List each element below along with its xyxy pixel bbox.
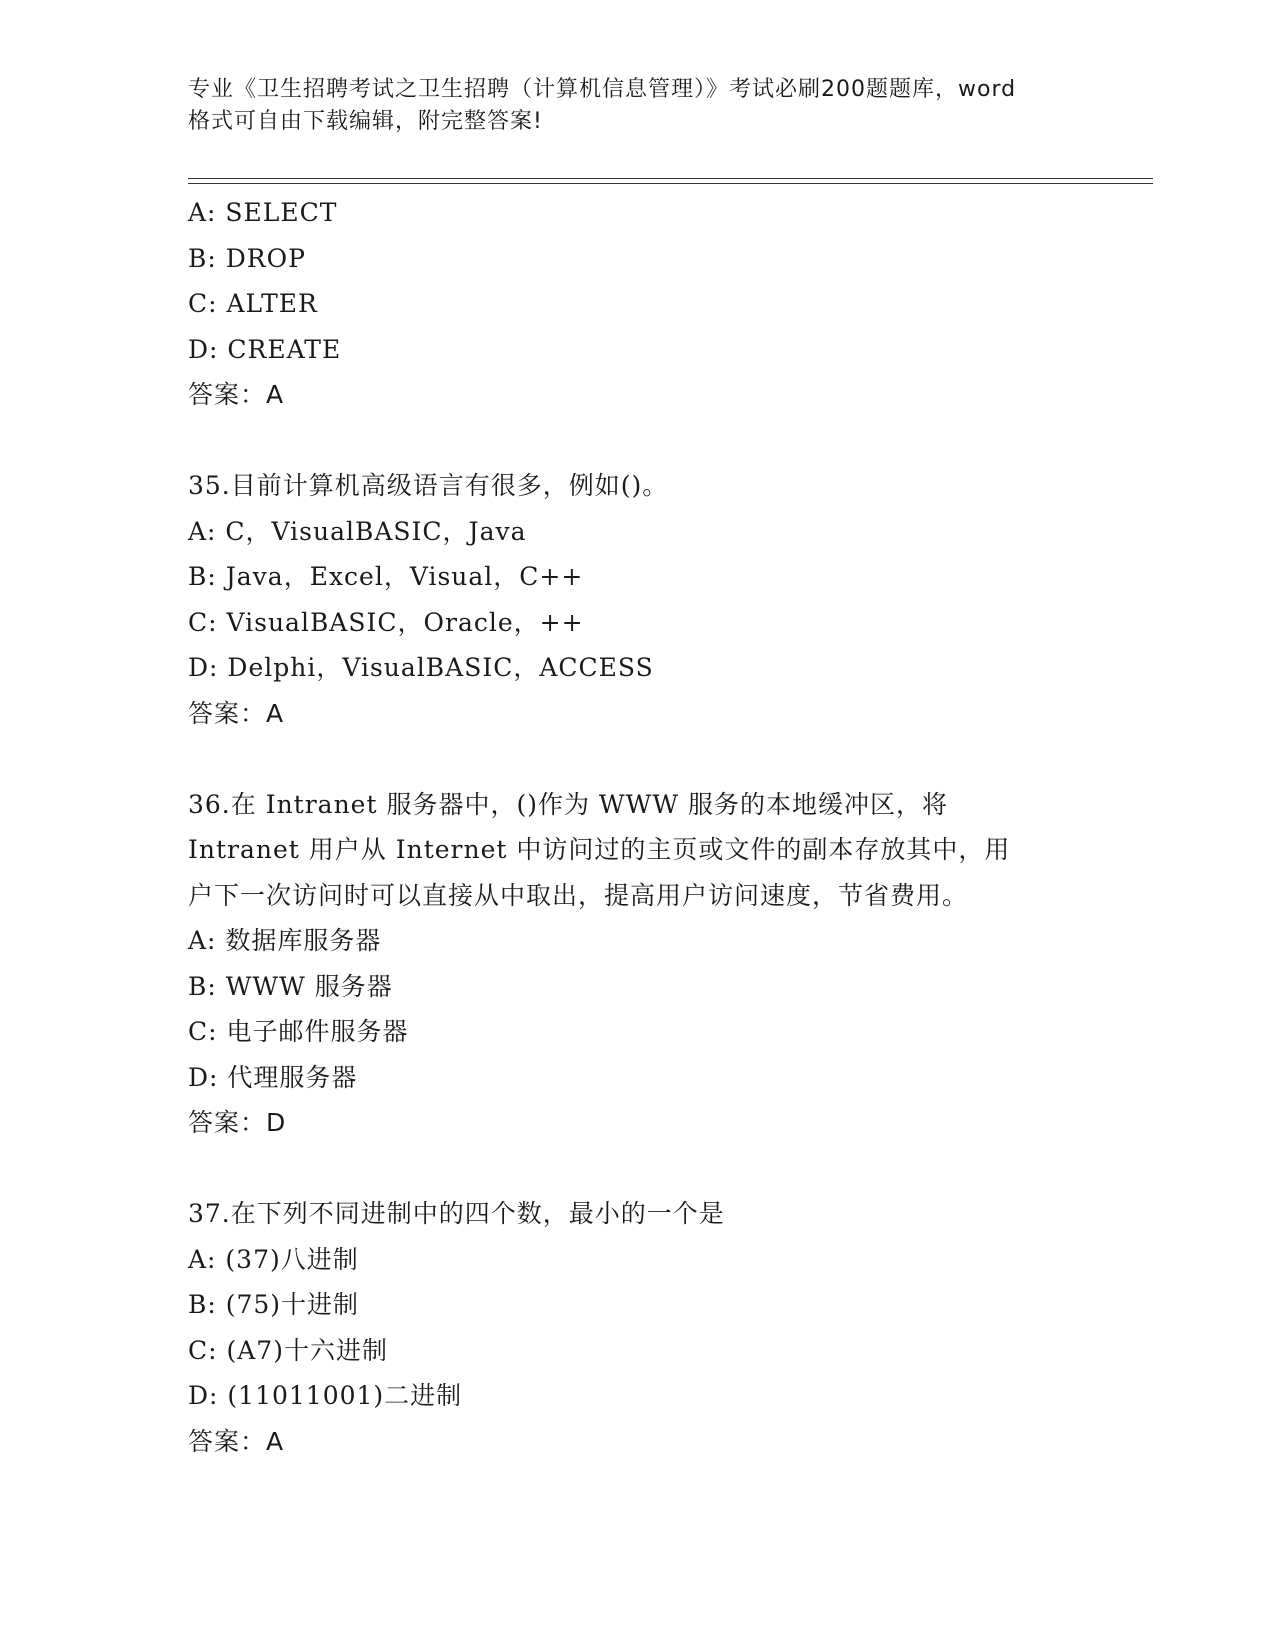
option-d: D: CREATE bbox=[188, 334, 342, 364]
question-text-line-1: 36.在 Intranet 服务器中，()作为 WWW 服务的本地缓冲区，将 bbox=[188, 789, 948, 819]
option-d: D: 代理服务器 bbox=[188, 1062, 358, 1092]
header-divider-bottom bbox=[188, 183, 1153, 184]
option-b: B: WWW 服务器 bbox=[188, 971, 393, 1001]
question-block-37 bbox=[188, 1191, 1148, 1464]
option-a: A: C，VisualBASIC，Java bbox=[188, 516, 527, 546]
option-c: C: VisualBASIC，Oracle，++ bbox=[188, 607, 584, 637]
answer-line: 答案：D bbox=[188, 1108, 287, 1137]
option-c: C: (A7)十六进制 bbox=[188, 1335, 388, 1365]
option-c: C: 电子邮件服务器 bbox=[188, 1017, 409, 1046]
option-c: C: ALTER bbox=[188, 289, 318, 318]
question-text: 37.在下列不同进制中的四个数，最小的一个是 bbox=[188, 1199, 725, 1228]
header-title-line-2: 格式可自由下载编辑，附完整答案! bbox=[188, 109, 543, 134]
option-a: A: (37)八进制 bbox=[188, 1244, 359, 1274]
option-b: B: DROP bbox=[188, 243, 306, 273]
document-header bbox=[188, 74, 1088, 138]
question-block-35 bbox=[188, 463, 1148, 736]
question-text-line-2: Intranet 用户从 Internet 中访问过的主页或文件的副本存放其中，用 bbox=[188, 835, 1011, 864]
spacer bbox=[188, 1146, 1148, 1192]
question-list bbox=[188, 190, 1148, 1464]
option-a: A: 数据库服务器 bbox=[188, 926, 382, 955]
answer-line: 答案：A bbox=[188, 1426, 285, 1456]
answer-line: 答案：A bbox=[188, 380, 285, 409]
option-b: B: (75)十进制 bbox=[188, 1290, 360, 1319]
option-a: A: SELECT bbox=[188, 198, 338, 227]
question-block-34 bbox=[188, 190, 1148, 418]
spacer bbox=[188, 418, 1148, 464]
question-text: 35.目前计算机高级语言有很多，例如()。 bbox=[188, 471, 669, 500]
header-title-line-1: 专业《卫生招聘考试之卫生招聘（计算机信息管理）》考试必刷200题题库，word bbox=[188, 77, 1017, 102]
spacer bbox=[188, 736, 1148, 782]
header-divider-top bbox=[188, 178, 1153, 179]
question-text-line-3: 户下一次访问时可以直接从中取出，提高用户访问速度，节省费用。 bbox=[188, 880, 969, 910]
option-d: D: (11011001)二进制 bbox=[188, 1381, 463, 1410]
question-block-36 bbox=[188, 782, 1148, 1146]
answer-line: 答案：A bbox=[188, 698, 285, 728]
option-d: D: Delphi，VisualBASIC，ACCESS bbox=[188, 653, 654, 682]
option-b: B: Java，Excel，Visual，C++ bbox=[188, 562, 584, 591]
